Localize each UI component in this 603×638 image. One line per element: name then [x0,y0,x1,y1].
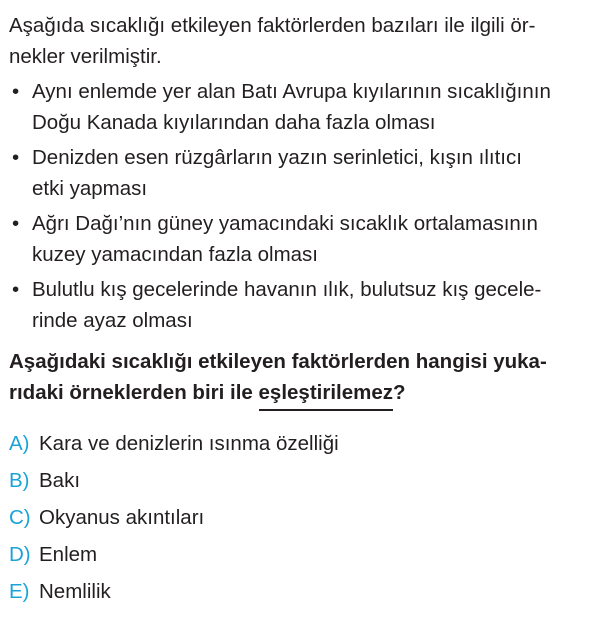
bullet-icon: • [12,80,20,103]
answer-option-d[interactable] [9,536,593,573]
example-item [9,142,593,204]
intro-line-2: nekler verilmiştir. [9,45,162,68]
answer-option-a[interactable] [9,425,593,462]
example-line-1: Denizden esen rüzgârların yazın serinletici, kışın ılıtıcı [32,146,522,169]
option-letter: A) [9,432,30,455]
bullet-icon: • [12,278,20,301]
bullet-icon: • [12,146,20,169]
option-text: Kara ve denizlerin ısınma özelliği [39,432,339,455]
option-text: Okyanus akıntıları [39,506,205,529]
answer-option-c[interactable] [9,499,593,536]
example-item [9,76,593,138]
answer-options [9,425,593,610]
answer-option-e[interactable] [9,573,593,610]
answer-option-b[interactable] [9,462,593,499]
example-line-2: rinde ayaz olması [32,309,193,332]
question-mark: ? [393,381,406,404]
option-text: Enlem [39,543,98,566]
option-letter: E) [9,580,30,603]
option-letter: C) [9,506,31,529]
intro-line-1: Aşağıda sıcaklığı etkileyen faktörlerden bazıları ile ilgili ör- [9,14,536,37]
intro-text [9,10,593,72]
example-list [9,76,593,336]
option-letter: D) [9,543,31,566]
option-letter: B) [9,469,30,492]
question-stem [9,346,593,408]
bullet-icon: • [12,212,20,235]
example-line-1: Ağrı Dağı’nın güney yamacındaki sıcaklık ortalamasının [32,212,538,235]
example-item [9,208,593,270]
example-item [9,274,593,336]
question-line-2-prefix: rıdaki örneklerden biri ile [9,381,259,404]
example-line-2: etki yapması [32,177,148,200]
negative-keyword: eşleştirilemez [259,377,393,408]
question-line-1: Aşağıdaki sıcaklığı etkileyen faktörlerden hangisi yuka- [9,350,547,373]
example-line-2: kuzey yamacından fazla olması [32,243,318,266]
example-line-2: Doğu Kanada kıyılarından daha fazla olması [32,111,436,134]
example-line-1: Bulutlu kış gecelerinde havanın ılık, bulutsuz kış gecele- [32,278,542,301]
option-text: Nemlilik [39,580,111,603]
option-text: Bakı [39,469,81,492]
example-line-1: Aynı enlemde yer alan Batı Avrupa kıyılarının sıcaklığının [32,80,551,103]
